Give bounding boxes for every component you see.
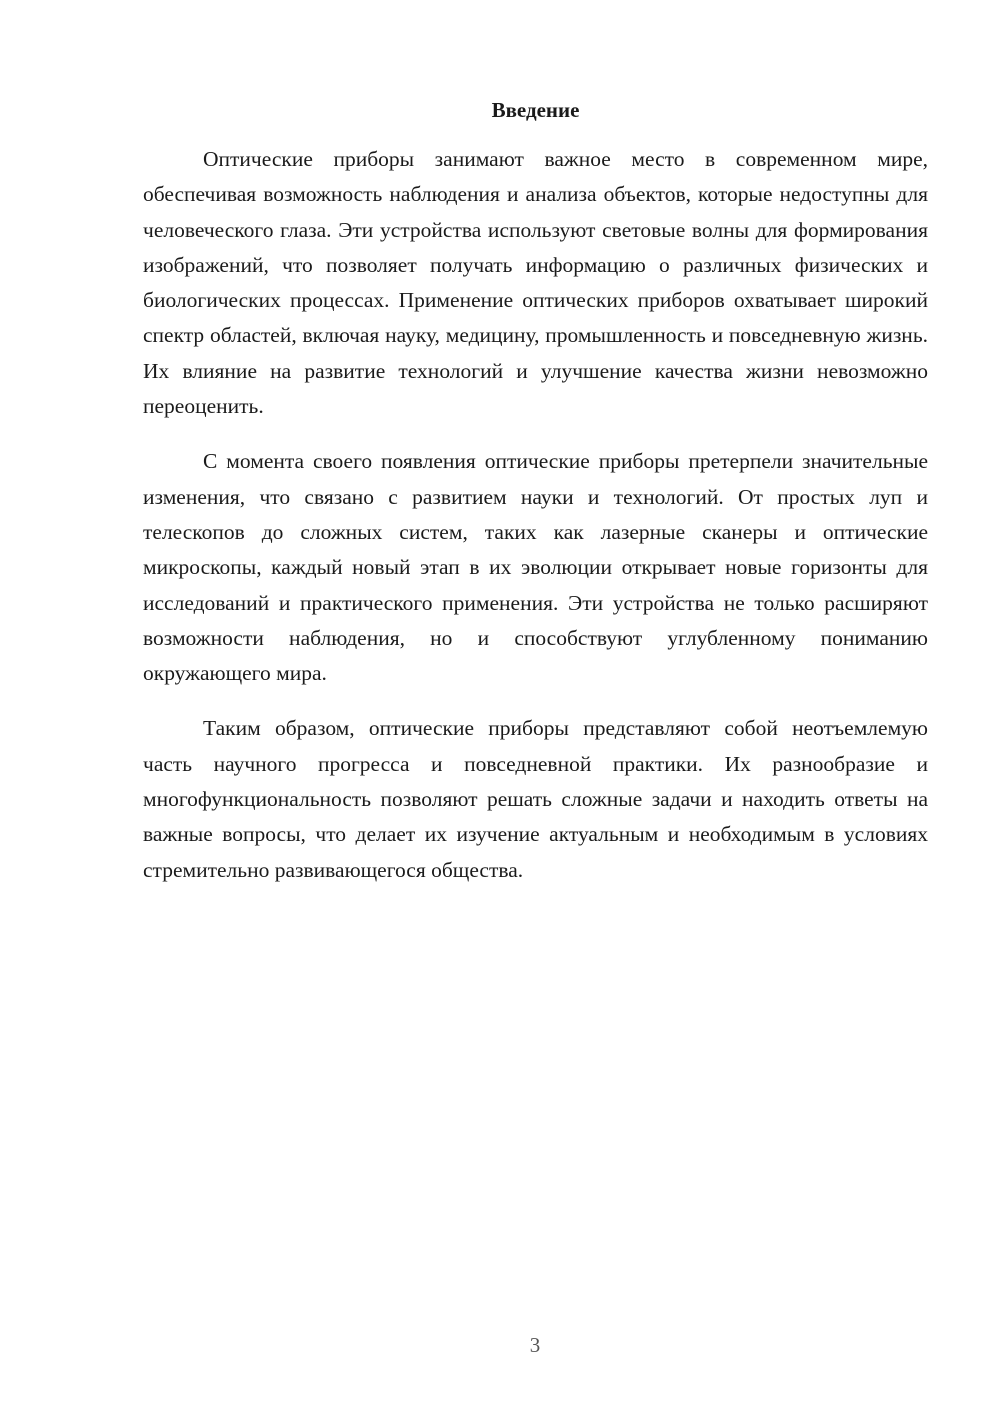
body-text xyxy=(143,142,928,908)
section-heading: Введение xyxy=(491,98,580,122)
paragraph-3: Таким образом, оптические приборы представляют собой неотъемлемую часть научного прогресса и повседневной практики. Их разнообразие и многофункциональность позволяют решать сложные задачи и находить ответы на важные вопросы, что делает их изучение актуальным и необходимым в условиях стремительно развивающегося общества. xyxy=(143,716,928,882)
page-number: 3 xyxy=(529,1333,541,1357)
paragraph-2: С момента своего появления оптические приборы претерпели значительные изменения, что связано с развитием науки и технологий. От простых луп и телескопов до сложных систем, таких как лазерные сканеры и оптические микроскопы, каждый новый этап в их эволюции открывает новые горизонты для исследований и практического применения. Эти устройства не только расширяют возможности наблюдения, но и способствуют углубленному пониманию окружающего мира. xyxy=(143,449,928,686)
paragraph-1: Оптические приборы занимают важное место в современном мире, обеспечивая возможность наблюдения и анализа объектов, которые недоступны для человеческого глаза. Эти устройства используют световые волны для формирования изображений, что позволяет получать информацию о различных физических и биологических процессах. Применение оптических приборов охватывает широкий спектр областей, включая науку, медицину, промышленность и повседневную жизнь. Их влияние на развитие технологий и улучшение качества жизни невозможно переоценить. xyxy=(143,147,928,419)
